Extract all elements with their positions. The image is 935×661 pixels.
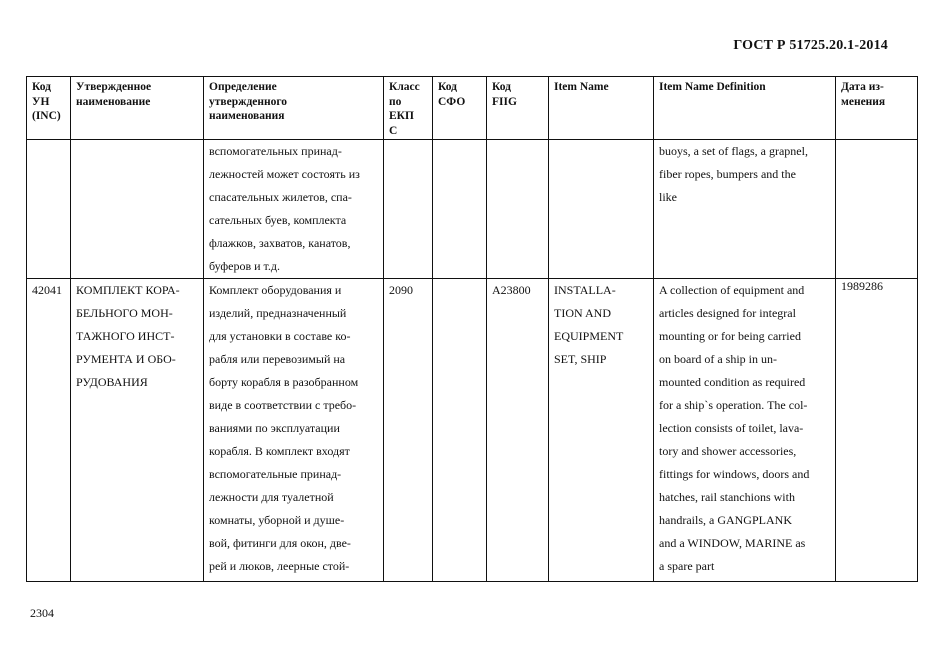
cell-item-name — [549, 140, 654, 279]
cell-sfo — [433, 140, 487, 279]
header-item-name: Item Name — [549, 77, 654, 140]
cell-item-name: INSTALLA- TION AND EQUIPMENT SET, SHIP — [549, 279, 654, 582]
cell-inc — [27, 140, 71, 279]
cell-sfo — [433, 279, 487, 582]
header-definition: Определение утвержденного наименования — [204, 77, 384, 140]
table-row — [27, 279, 918, 582]
header-change-date: Дата из- менения — [836, 77, 918, 140]
cell-change-date — [836, 140, 918, 279]
table-header-row — [27, 77, 918, 140]
cell-class — [384, 140, 433, 279]
cell-inc: 42041 — [27, 279, 71, 582]
catalog-table — [26, 76, 918, 582]
cell-change-date: 1989286 — [836, 279, 918, 582]
header-sfo: Код СФО — [433, 77, 487, 140]
header-class: Класс по ЕКП С — [384, 77, 433, 140]
cell-definition: вспомогательных принад- лежностей может состоять из спасательных жилетов, спа- сательных буев, комплекта флажков, захватов, канатов, буферов и т.д. — [204, 140, 384, 279]
header-approved-name: Утвержденное наименование — [71, 77, 204, 140]
document-standard-title: ГОСТ Р 51725.20.1-2014 — [733, 38, 888, 53]
header-inc: Код УН (INC) — [27, 77, 71, 140]
header-fiig: Код FIIG — [487, 77, 549, 140]
header-item-name-definition: Item Name Definition — [654, 77, 836, 140]
cell-item-definition: buoys, a set of flags, a grapnel, fiber ropes, bumpers and the like — [654, 140, 836, 279]
cell-definition: Комплект оборудования и изделий, предназначенный для установки в составе ко- рабля или перевозимый на борту корабля в разобранном виде в соответствии с требо- ваниями по эксплуатации корабля. В комплект входят вспомогательные принад- лежности для туалетной комнаты, уборной и душе- вой, фитинги для окон, две- рей и люков, леерные стой- — [204, 279, 384, 582]
cell-fiig — [487, 140, 549, 279]
cell-approved-name: КОМПЛЕКТ КОРА- БЕЛЬНОГО МОН- ТАЖНОГО ИНСТ- РУМЕНТА И ОБО- РУДОВАНИЯ — [71, 279, 204, 582]
table-row — [27, 140, 918, 279]
cell-class: 2090 — [384, 279, 433, 582]
cell-item-definition: A collection of equipment and articles designed for integral mounting or for being carried on board of a ship in un- mounted condition as required for a ship`s operation. The col- lection consists of toilet, lava- tory and shower accessories, fittings for windows, doors and hatches, rail stanchions with handrails, a GANGPLANK and a WINDOW, MARINE as a spare part — [654, 279, 836, 582]
cell-approved-name — [71, 140, 204, 279]
page-number: 2304 — [30, 606, 54, 620]
cell-fiig: A23800 — [487, 279, 549, 582]
